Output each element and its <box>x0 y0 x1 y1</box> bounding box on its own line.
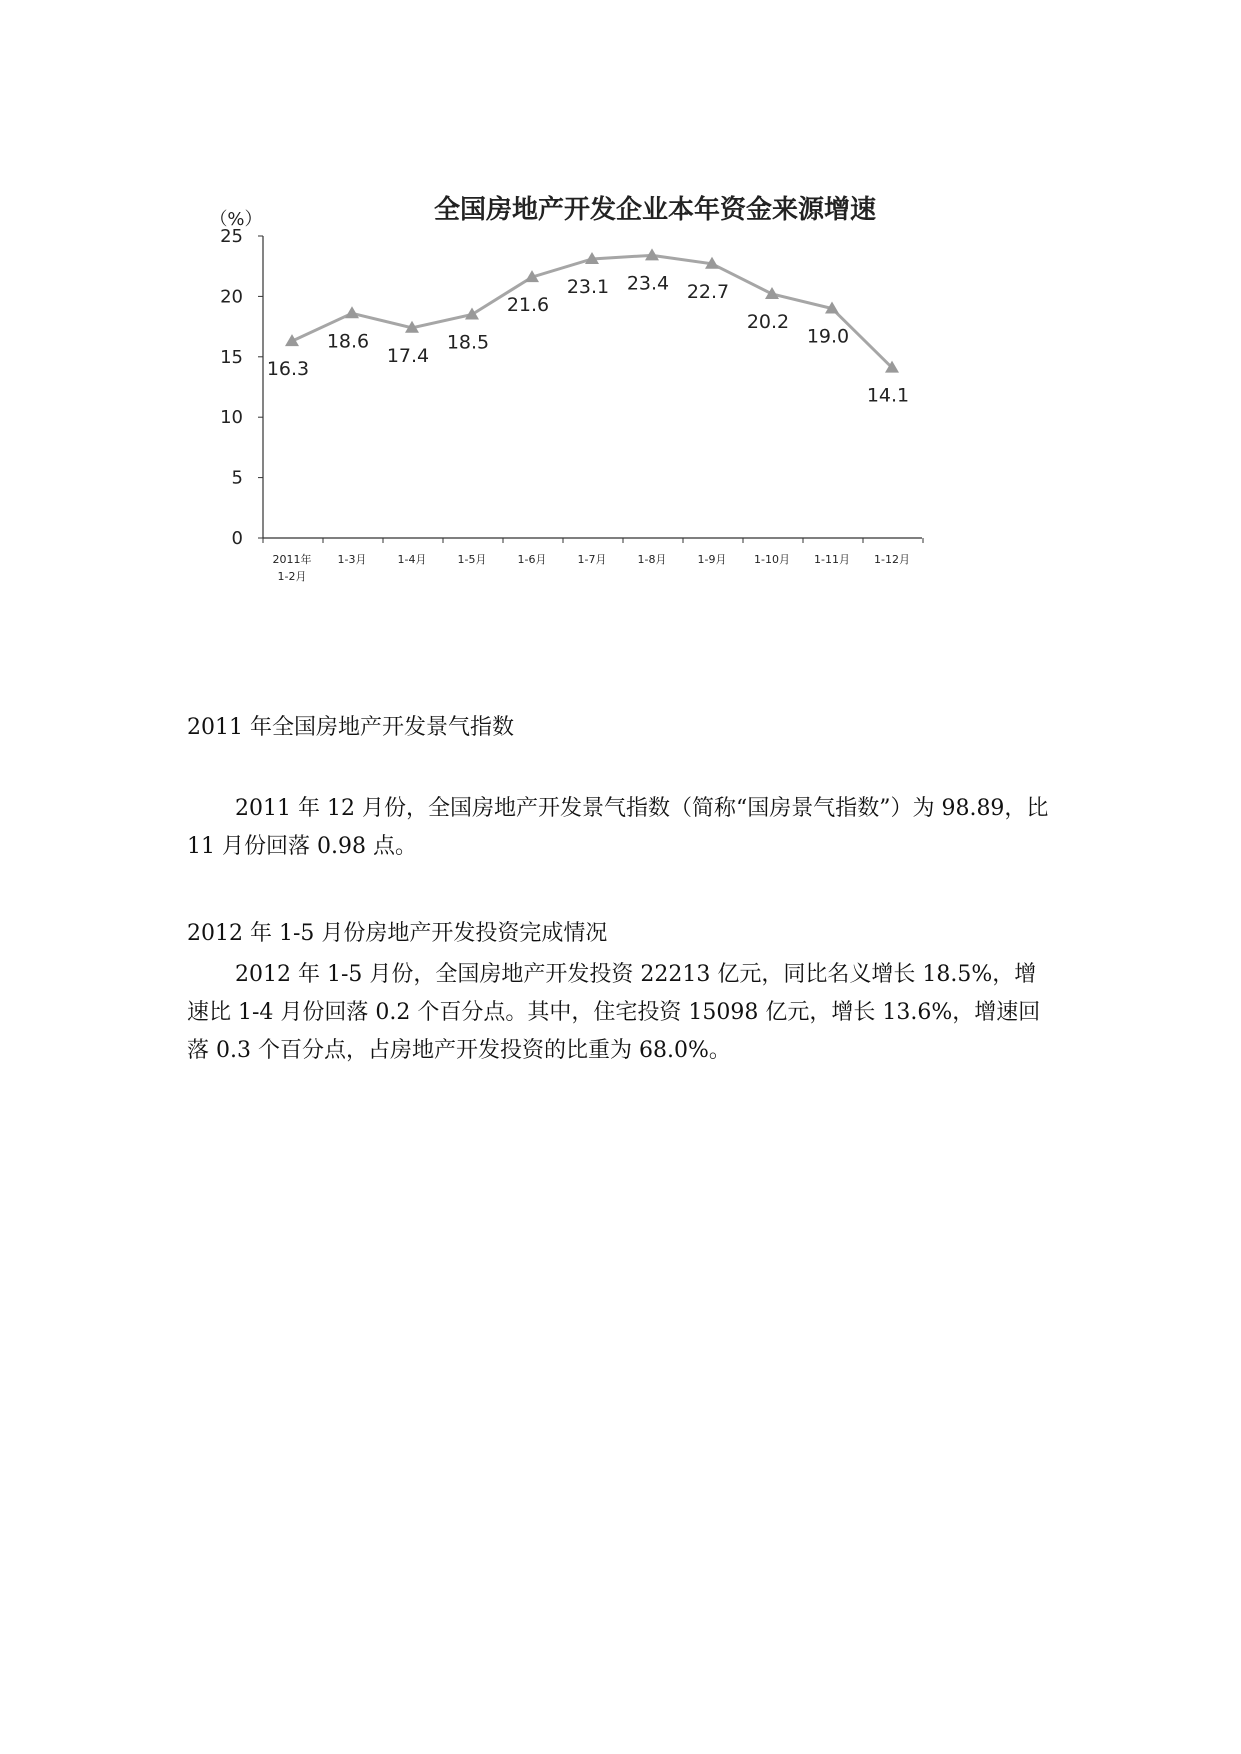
x-tick-label: 1-12月 <box>874 553 910 566</box>
data-label: 22.7 <box>686 280 730 303</box>
data-point-marker <box>345 306 359 318</box>
series-polyline <box>292 255 892 367</box>
line-chart <box>0 0 1241 680</box>
x-tick-label: 1-11月 <box>814 553 850 566</box>
data-labels <box>267 272 909 406</box>
y-unit-label: （%） <box>209 209 263 230</box>
x-tick-label: 1-8月 <box>637 553 667 566</box>
data-label: 21.6 <box>506 294 550 317</box>
x-tick-label: 1-9月 <box>697 553 727 566</box>
x-tick-label: 1-5月 <box>457 553 487 566</box>
series-line <box>285 248 899 372</box>
x-tick-label: 1-4月 <box>397 553 427 566</box>
y-tick-label: 25 <box>220 226 243 247</box>
paragraph-2012-investment: 2012 年 1-5 月份，全国房地产开发投资 22213 亿元，同比名义增长 18.5%，增速比 1-4 月份回落 0.2 个百分点。其中，住宅投资 15098 亿元，增长 13.6%，增速回落 0.3 个百分点，占房地产开发投资的比重为 68.0%。 <box>187 962 1041 1063</box>
x-tick-label: 2011年 1-2月 <box>272 553 312 583</box>
x-tick-label: 1-10月 <box>754 553 790 566</box>
y-tick-label: 0 <box>231 528 243 549</box>
data-point-marker <box>465 308 479 320</box>
data-label: 18.5 <box>446 331 490 354</box>
data-label: 20.2 <box>746 310 790 333</box>
data-label: 16.3 <box>266 358 310 381</box>
data-label: 23.1 <box>566 275 610 298</box>
section-heading-2012-investment: 2012 年 1-5 月份房地产开发投资完成情况 <box>187 921 608 946</box>
x-tick-label: 1-3月 <box>337 553 367 566</box>
y-tick-label: 20 <box>220 286 243 308</box>
data-label: 23.4 <box>626 272 670 295</box>
x-tick-labels <box>273 552 910 583</box>
y-tick-label: 5 <box>231 467 243 489</box>
paragraph-2011-index: 2011 年 12 月份，全国房地产开发景气指数（简称“国房景气指数”）为 98.89，比 11 月份回落 0.98 点。 <box>187 796 1049 859</box>
data-label: 17.4 <box>386 344 430 367</box>
y-tick-label: 15 <box>220 346 243 368</box>
chart-title: 全国房地产开发企业本年资金来源增速 <box>433 195 877 225</box>
data-label: 19.0 <box>806 325 850 348</box>
y-tick-labels <box>220 226 243 549</box>
y-tick-label: 10 <box>220 407 243 429</box>
section-heading-2011-index: 2011 年全国房地产开发景气指数 <box>187 715 514 740</box>
x-tick-label: 1-7月 <box>577 553 607 566</box>
data-label: 14.1 <box>866 384 910 407</box>
x-tick-label: 1-6月 <box>517 553 547 566</box>
data-label: 18.6 <box>326 330 370 353</box>
